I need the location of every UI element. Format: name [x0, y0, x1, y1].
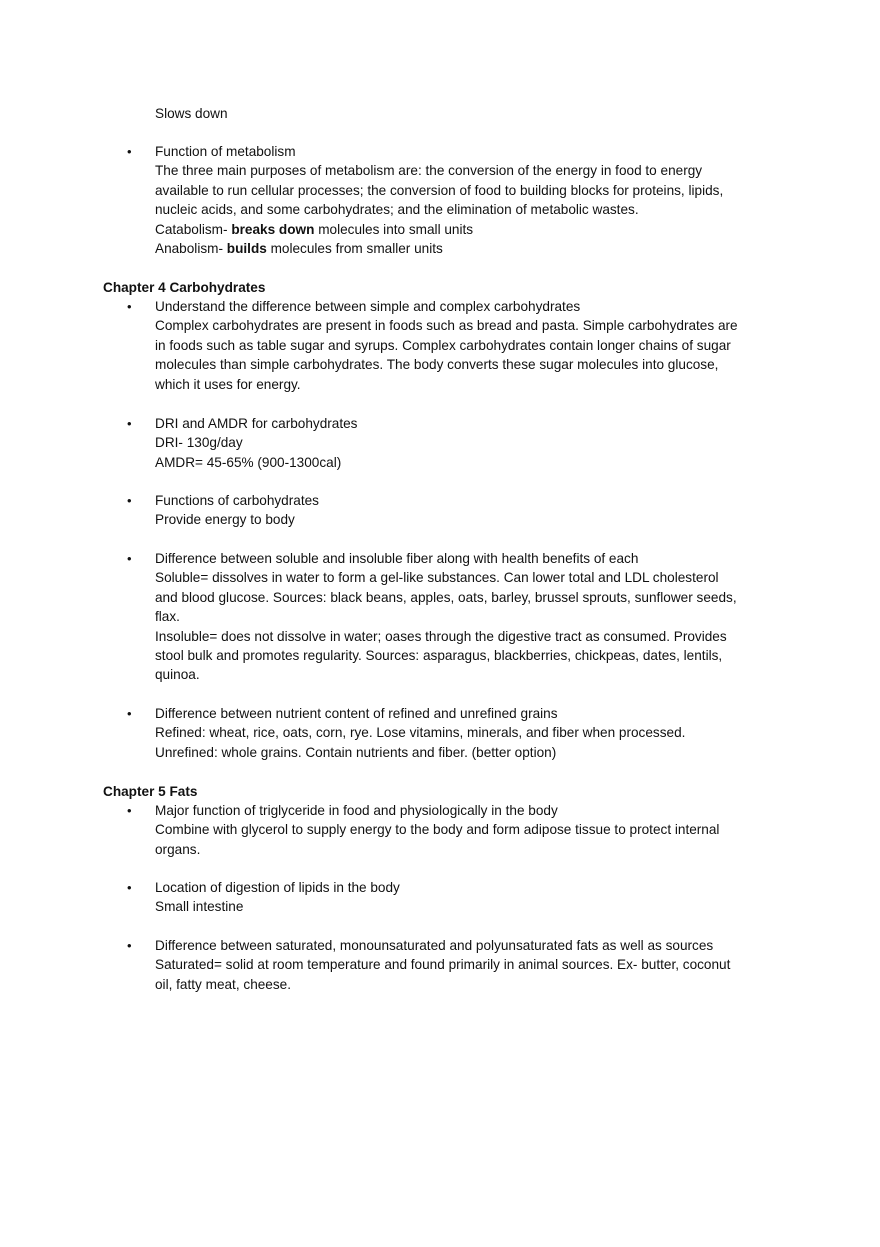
item-line: Small intestine [155, 899, 244, 915]
item-line: which it uses for energy. [155, 376, 301, 392]
carb-dri-amdr-item [155, 414, 795, 472]
item-line: in foods such as table sugar and syrups. Complex carbohydrates contain longer chains of sugar [155, 337, 731, 353]
item-title: Function of metabolism [155, 144, 296, 159]
item-line: Combine with glycerol to supply energy to the body and form adipose tissue to protect internal [155, 822, 720, 838]
item-line: Complex carbohydrates are present in foods such as bread and pasta. Simple carbohydrates are [155, 318, 738, 334]
item-line: oil, fatty meat, cheese. [155, 976, 292, 992]
catabolism-line: Catabolism- breaks down molecules into small units [155, 221, 474, 237]
bullet-icon: • [127, 493, 132, 508]
item-title: Difference between nutrient content of refined and unrefined grains [155, 706, 558, 721]
item-title: Difference between soluble and insoluble fiber along with health benefits of each [155, 551, 639, 566]
item-line: Soluble= dissolves in water to form a gel-like substances. Can lower total and LDL cholesterol [155, 570, 719, 586]
item-title: Location of digestion of lipids in the body [155, 880, 400, 895]
item-line: The three main purposes of metabolism are: the conversion of the energy in food to energy [155, 163, 703, 179]
item-line: Refined: wheat, rice, oats, corn, rye. Lose vitamins, minerals, and fiber when processed. [155, 725, 686, 741]
item-line: Unrefined: whole grains. Contain nutrients and fiber. (better option) [155, 744, 557, 760]
chapter-4-heading: Chapter 4 Carbohydrates [103, 280, 266, 295]
item-line: available to run cellular processes; the conversion of food to building blocks for proteins, lipids, [155, 182, 724, 198]
item-line: nucleic acids, and some carbohydrates; and the elimination of metabolic wastes. [155, 202, 639, 218]
bullet-icon: • [127, 803, 132, 818]
bullet-icon: • [127, 551, 132, 566]
item-line: Insoluble= does not dissolve in water; oases through the digestive tract as consumed. Provides [155, 628, 727, 644]
bullet-icon: • [127, 880, 132, 895]
item-line: DRI- 130g/day [155, 435, 243, 451]
carb-grains-item [155, 704, 795, 762]
intro-text: Slows down [155, 106, 228, 121]
fat-triglyceride-item [155, 801, 795, 859]
bullet-icon: • [127, 144, 132, 159]
item-title: Functions of carbohydrates [155, 493, 319, 508]
fat-digestion-item [155, 878, 795, 917]
item-line: AMDR= 45-65% (900-1300cal) [155, 454, 342, 470]
item-line: Saturated= solid at room temperature and found primarily in animal sources. Ex- butter, coconut [155, 957, 731, 973]
item-title: Major function of triglyceride in food and physiologically in the body [155, 803, 558, 818]
carb-fiber-item [155, 549, 795, 685]
fat-types-item [155, 936, 795, 994]
item-line: organs. [155, 841, 201, 857]
item-line: molecules than simple carbohydrates. The body converts these sugar molecules into glucose, [155, 357, 719, 373]
bullet-icon: • [127, 299, 132, 314]
chapter-5-heading: Chapter 5 Fats [103, 784, 198, 799]
item-line: Provide energy to body [155, 512, 295, 528]
item-line: stool bulk and promotes regularity. Sources: asparagus, blackberries, chickpeas, dates, lentils, [155, 648, 723, 664]
carb-functions-item [155, 491, 795, 530]
bullet-icon: • [127, 416, 132, 431]
item-line: flax. [155, 609, 180, 625]
metabolism-item [155, 142, 795, 258]
item-title: DRI and AMDR for carbohydrates [155, 416, 358, 431]
item-line: quinoa. [155, 667, 200, 683]
bullet-icon: • [127, 938, 132, 953]
item-line: and blood glucose. Sources: black beans, apples, oats, barley, brussel sprouts, sunflower seeds, [155, 589, 737, 605]
item-title: Difference between saturated, monounsaturated and polyunsaturated fats as well as sources [155, 938, 714, 953]
item-title: Understand the difference between simple and complex carbohydrates [155, 299, 581, 314]
carb-simple-complex-item [155, 297, 795, 394]
bullet-icon: • [127, 706, 132, 721]
anabolism-line: Anabolism- builds molecules from smaller units [155, 241, 443, 257]
